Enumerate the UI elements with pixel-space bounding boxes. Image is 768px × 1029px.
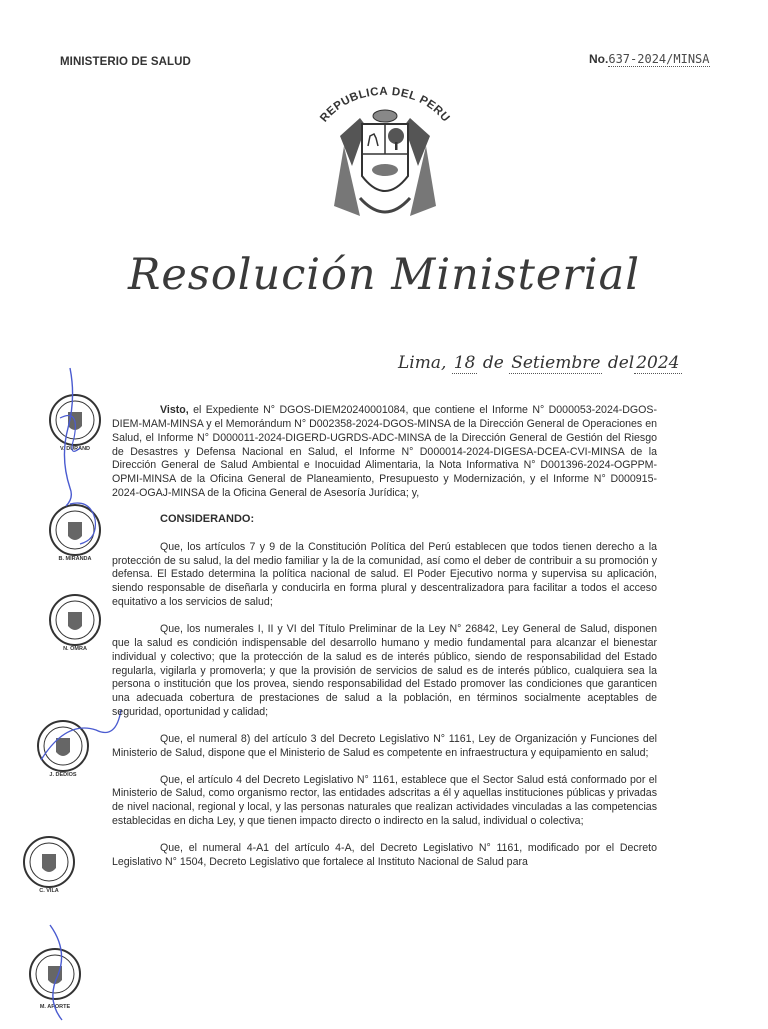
body-paragraph: Que, los artículos 7 y 9 de la Constitución Política del Perú establecen que todos tienen derecho a la protección de su salud, la del medio familiar y la de la comunidad, así como el deber de contribuir a su promoción y defensa. El Estado determina la política nacional de salud. El Poder Ejecutivo norma y supervisa su aplicación, siendo responsable de diseñarla y conducirla en forma plural y descentralizadora para facilitar a todos el acceso equitativo a los servicios de salud; [112,540,657,609]
visa-stamp [40,590,110,670]
resolution-body [112,404,657,883]
visa-stamp [14,832,84,912]
visa-stamp-label: B. MIRANDA [58,556,92,562]
crest-arc-text: REPUBLICA DEL PERU [318,85,452,125]
body-paragraph: Que, el numeral 4-A1 del artículo 4-A, del Decreto Legislativo N° 1161, modificado por el Decreto Legislativo N° 1504, Decreto Legislativo que fortalece al Instituto Nacional de Salud para [112,841,657,868]
date-year: 2024 [636,353,680,373]
body-paragraph: Que, el numeral 8) del artículo 3 del Decreto Legislativo N° 1161, Ley de Organización y Funciones del Ministerio de Salud, dispone que el Ministerio de Salud es competente en infraestructura y equipamiento en salud; [112,732,657,759]
visa-stamp-label: N. OMRA [63,646,87,652]
place-date-line [398,353,682,373]
body-paragraph: Que, los numerales I, II y VI del Título Preliminar de la Ley N° 26842, Ley General de Salud, disponen que la salud es condición indispensable del desarrollo humano y medio fundamental para alcanzar el bienestar individual y colectivo; que la protección de la salud es de interés público, siendo de responsabilidad del Estado regularla, vigilarla y promoverla; y que la provisión de servicios de salud es de interés público, cualquiera sea la persona o institución que los provea, siendo responsabilidad del Estado promover las condiciones que garanticen una adecuada cobertura de prestaciones de salud a la población, en términos socialmente aceptables de seguridad, oportunidad y calidad; [112,622,657,719]
signature-mark [60,494,110,554]
signature-mark [28,920,88,1024]
coat-of-arms-icon [300,66,470,236]
resolution-number-handwritten: 637-2024/MINSA [608,52,710,66]
ministry-name: MINISTERIO DE SALUD [60,56,191,68]
visto-paragraph [112,404,657,501]
document-title: Resolución Ministerial [127,250,641,300]
visto-lead: Visto, [160,404,189,416]
visa-stamp-label: C. VILA [39,888,59,894]
date-day: 18 [453,353,476,373]
considerando-heading: CONSIDERANDO: [160,512,255,525]
date-month: Setiembre [511,353,601,373]
date-de-1: de [482,353,504,373]
place-city: Lima, [398,353,447,373]
visa-stamp-label: M. APORTE [39,1004,71,1010]
resolution-number-prefix: No. [589,52,609,66]
body-paragraph: Que, el artículo 4 del Decreto Legislativo N° 1161, establece que el Sector Salud está conformado por el Ministerio de Salud, como organismo rector, las entidades adscritas a él y aquellas instituciones públicas y privadas de nivel nacional, regional y local, y las personas naturales que realizan actividades vinculadas a las competencias establecidas en dicha Ley, y que tienen impacto directo o indirecto en la salud, individual o colectiva; [112,773,657,828]
resolution-number [589,52,710,66]
visa-stamp-label: J. DEDIOS [49,772,77,778]
visto-text: el Expediente N° DGOS-DIEM20240001084, que contiene el Informe N° D000053-2024-DGOS-DIEM-MAM-MINSA y el Memorándum N° D002358-2024-DGOS-MINSA de la Dirección General de Operaciones en Salud, el Informe N° D000011-2024-DIGERD-UGRDS-ADC-MINSA de la Dirección General de Gestión del Riesgo de Desastres y Defensa Nacional en Salud, el Informe N° D000014-2024-DIGESA-DCEA-CVI-MINSA de la Dirección General de Salud Ambiental e Inocuidad Alimentaria, la Nota Informativa N° D001396-2024-OGPPM-OPMI-MINSA de la Oficina General de Planeamiento, Presupuesto y Modernización, y el Informe N° D000915-2024-OGAJ-MINSA de la Oficina General de Asesoría Jurídica; y, [112,404,657,500]
visa-stamp-label: V. DURAND [59,446,91,452]
date-de-2: del [607,353,635,373]
signature-mark [40,358,100,508]
